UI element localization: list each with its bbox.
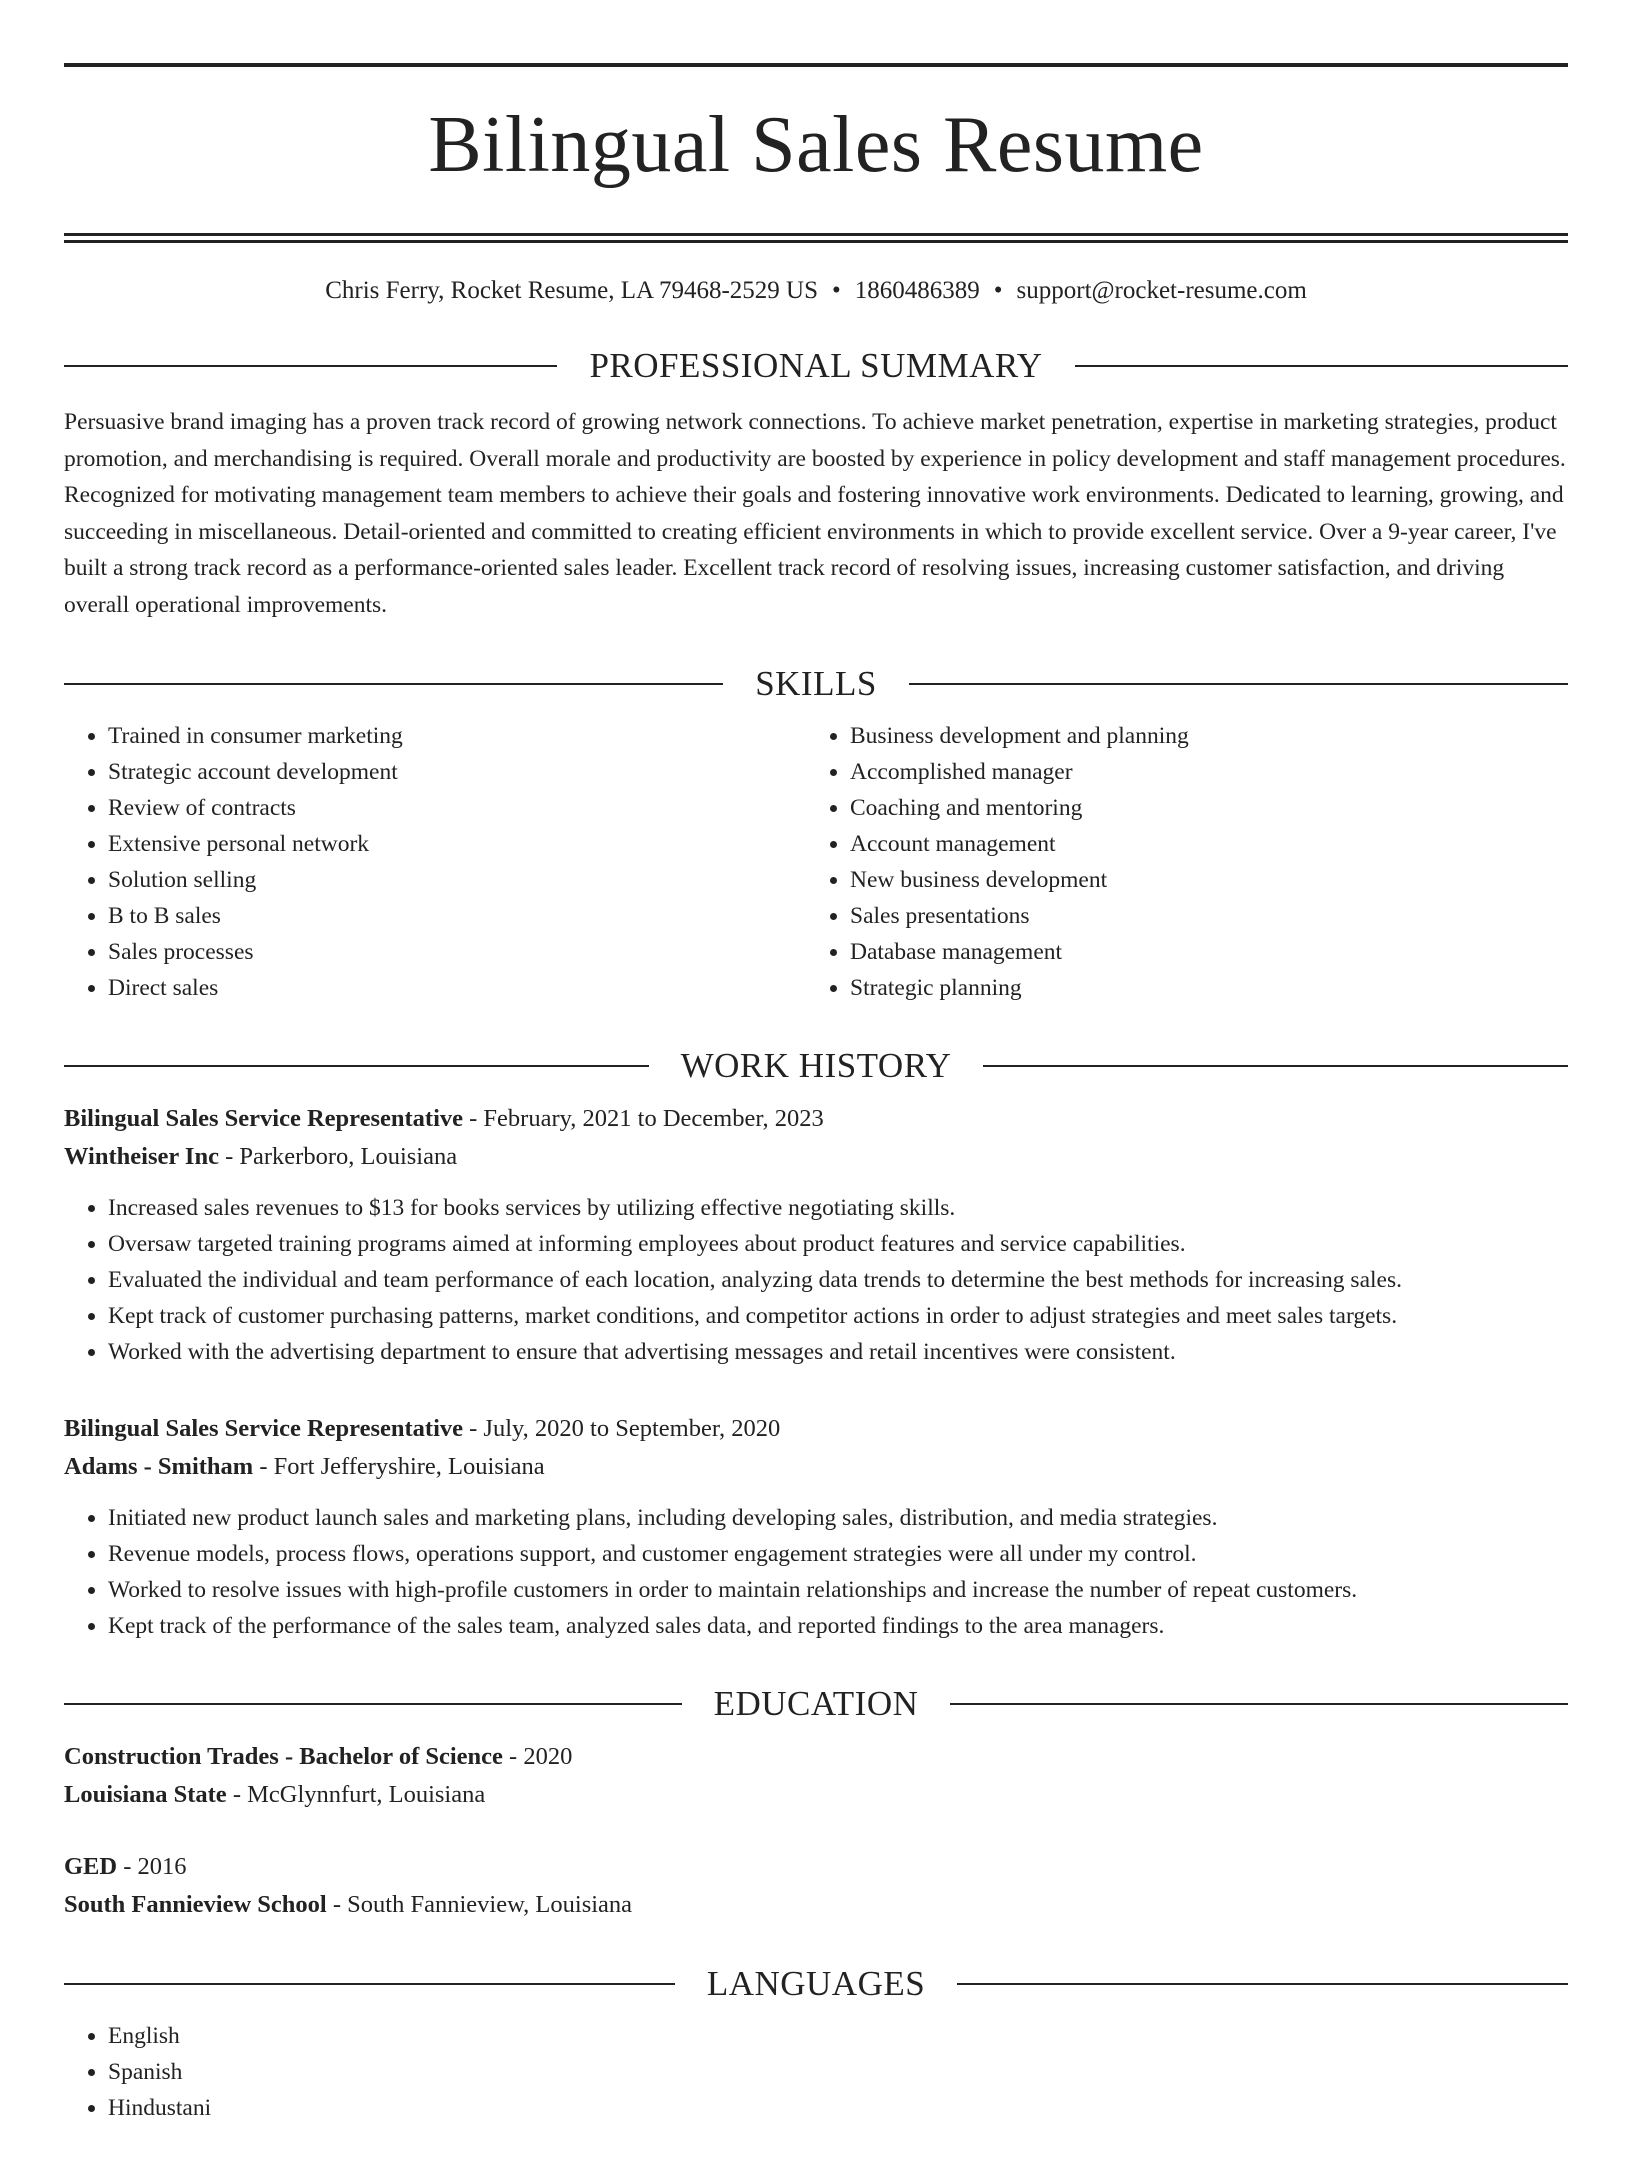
top-rule — [64, 63, 1568, 67]
resume-page — [0, 63, 1632, 2175]
job-company: Wintheiser Inc — [64, 1142, 219, 1170]
skill-item: • Account management — [850, 826, 1548, 862]
job-bullet: • Evaluated the individual and team performance of each location, analyzing data trends to determine the best methods for increasing sales. — [108, 1262, 1568, 1298]
job-title: Bilingual Sales Service Representative — [64, 1414, 463, 1442]
skill-item: • Trained in consumer marketing — [108, 718, 806, 754]
job-entry — [64, 1100, 1568, 1370]
summary-heading-label: PROFESSIONAL SUMMARY — [589, 346, 1043, 385]
job-bullet: • Kept track of customer purchasing patterns, market conditions, and competitor actions in order to adjust strategies and meet sales targets. — [108, 1298, 1568, 1334]
job-company: Adams - Smitham — [64, 1452, 254, 1480]
heading-rule — [64, 365, 557, 367]
skill-item: • Review of contracts — [108, 790, 806, 826]
languages-heading-label: LANGUAGES — [706, 1963, 926, 2003]
work-heading-label: WORK HISTORY — [680, 1045, 952, 1085]
language-item: • Spanish — [108, 2054, 1568, 2090]
job-company-line — [64, 1448, 1568, 1486]
skill-item: • Sales processes — [108, 934, 806, 970]
job-dates: - July, 2020 to September, 2020 — [463, 1414, 781, 1442]
skill-item: • B to B sales — [108, 898, 806, 934]
skill-item: • Direct sales — [108, 970, 806, 1006]
job-bullet: • Worked with the advertising department to ensure that advertising messages and retail incentives were consistent. — [108, 1334, 1568, 1370]
education-school-line — [64, 1776, 1568, 1814]
education-degree: Construction Trades - Bachelor of Science — [64, 1742, 503, 1770]
skills-heading — [64, 664, 1568, 704]
job-location: - Parkerboro, Louisiana — [218, 1142, 458, 1170]
skill-item: • Strategic planning — [850, 970, 1548, 1006]
contact-phone: 1860486389 — [854, 277, 980, 304]
education-school: Louisiana State — [64, 1780, 227, 1808]
education-entry — [64, 1738, 1568, 1814]
education-year: - 2016 — [117, 1852, 187, 1880]
contact-separator: • — [993, 277, 1003, 304]
skills-columns — [64, 718, 1568, 1006]
work-heading — [64, 1046, 1568, 1086]
heading-rule — [64, 1703, 682, 1705]
language-item: • Hindustani — [108, 2090, 1568, 2126]
heading-rule — [950, 1703, 1568, 1705]
skill-item: • Strategic account development — [108, 754, 806, 790]
education-location: - McGlynnfurt, Louisiana — [226, 1780, 486, 1808]
education-year: - 2020 — [502, 1742, 573, 1770]
skill-item: • Solution selling — [108, 862, 806, 898]
heading-rule — [1075, 365, 1568, 367]
education-school: South Fannieview School — [64, 1890, 327, 1918]
contact-email: support@rocket-resume.com — [1016, 277, 1307, 304]
job-bullet: • Oversaw targeted training programs aimed at informing employees about product features and service capabilities. — [108, 1226, 1568, 1262]
heading-rule — [983, 1065, 1568, 1067]
job-bullets — [64, 1500, 1568, 1644]
summary-text: Persuasive brand imaging has a proven track record of growing network connections. To achieve market penetration, expertise in marketing strategies, product promotion, and merchandising is required. Overall morale and productivity are boosted by experience in policy development and staff management procedures. Recognized for motivating management team members to achieve their goals and fostering innovative work environments. Dedicated to learning, growing, and succeeding in miscellaneous. Detail-oriented and committed to creating efficient environments in which to provide excellent service. Over a 9-year career, I've built a strong track record as a performance-oriented sales leader. Excellent track record of resolving issues, increasing customer satisfaction, and driving overall operational improvements. — [64, 409, 1566, 618]
job-bullet: • Increased sales revenues to $13 for books services by utilizing effective negotiating skills. — [108, 1190, 1568, 1226]
languages-list — [64, 2018, 1568, 2126]
languages-heading — [64, 1964, 1568, 2004]
education-school-line — [64, 1886, 1568, 1924]
title-double-rule — [64, 233, 1568, 243]
education-heading — [64, 1684, 1568, 1724]
resume-title: Bilingual Sales Resume — [428, 101, 1204, 189]
contact-address: Chris Ferry, Rocket Resume, LA 79468-2529 US — [325, 277, 818, 304]
skill-item: • Coaching and mentoring — [850, 790, 1548, 826]
skill-item: • Extensive personal network — [108, 826, 806, 862]
job-bullets — [64, 1190, 1568, 1370]
contact-line — [64, 276, 1568, 306]
job-location: - Fort Jefferyshire, Louisiana — [253, 1452, 545, 1480]
education-heading-label: EDUCATION — [713, 1683, 919, 1723]
job-title-line — [64, 1410, 1568, 1448]
job-title: Bilingual Sales Service Representative — [64, 1104, 463, 1132]
skill-item: • New business development — [850, 862, 1548, 898]
education-location: - South Fannieview, Louisiana — [326, 1890, 633, 1918]
skills-heading-label: SKILLS — [755, 663, 877, 703]
contact-separator: • — [831, 277, 841, 304]
job-company-line — [64, 1138, 1568, 1176]
job-entry — [64, 1410, 1568, 1644]
heading-rule — [64, 1983, 675, 1985]
skill-item: • Sales presentations — [850, 898, 1548, 934]
skill-item: • Business development and planning — [850, 718, 1548, 754]
job-bullet: • Worked to resolve issues with high-profile customers in order to maintain relationships and increase the number of repeat customers. — [108, 1572, 1568, 1608]
job-bullet: • Initiated new product launch sales and marketing plans, including developing sales, distribution, and media strategies. — [108, 1500, 1568, 1536]
skill-item: • Accomplished manager — [850, 754, 1548, 790]
education-entry — [64, 1848, 1568, 1924]
language-item: • English — [108, 2018, 1568, 2054]
skills-right-column — [806, 718, 1548, 1006]
summary-heading — [64, 346, 1568, 386]
heading-rule — [957, 1983, 1568, 1985]
job-dates: - February, 2021 to December, 2023 — [463, 1104, 824, 1132]
education-degree-line — [64, 1848, 1568, 1886]
education-degree-line — [64, 1738, 1568, 1776]
job-bullet: • Kept track of the performance of the sales team, analyzed sales data, and reported findings to the area managers. — [108, 1608, 1568, 1644]
heading-rule — [64, 1065, 649, 1067]
job-bullet: • Revenue models, process flows, operations support, and customer engagement strategies were all under my control. — [108, 1536, 1568, 1572]
skill-item: • Database management — [850, 934, 1548, 970]
heading-rule — [64, 683, 723, 685]
education-degree: GED — [64, 1852, 118, 1880]
job-title-line — [64, 1100, 1568, 1138]
heading-rule — [909, 683, 1568, 685]
skills-left-column — [64, 718, 806, 1006]
